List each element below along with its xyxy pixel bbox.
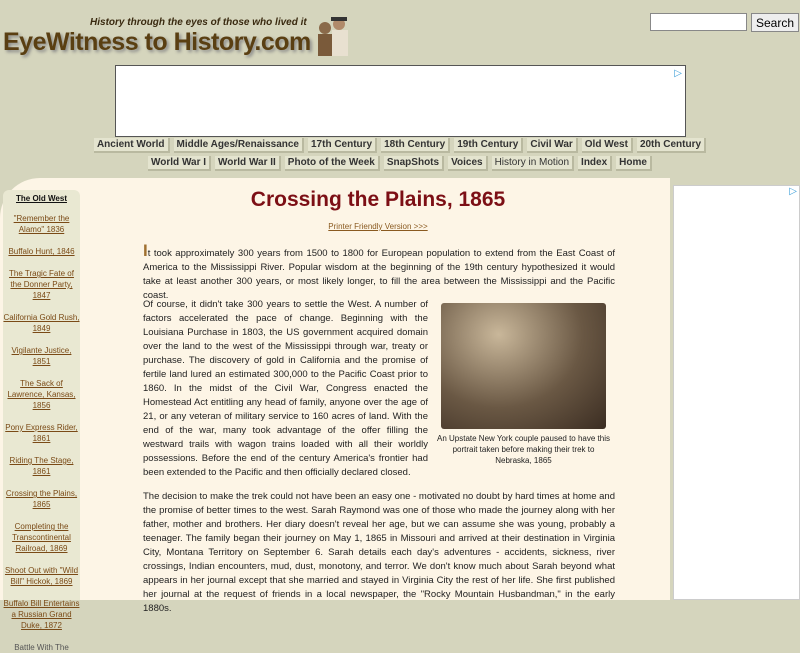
site-brand <box>3 14 353 56</box>
nav-voices[interactable]: Voices <box>448 156 488 171</box>
paragraph-1: It took approximately 300 years from 1500 to 1800 for European population to extend from the East Coast of America to the Mississippi River. Popular wisdom at the beginning of the 19th century hypothesized it would take at least another 300 years, or most likely longer, to fill the area between the Mississippi and the Pacific coast. <box>143 241 615 301</box>
sidebar <box>3 190 80 652</box>
nav-home[interactable]: Home <box>616 156 652 171</box>
nav-snapshots[interactable]: SnapShots <box>384 156 444 171</box>
sidebar-link[interactable]: Riding The Stage, 1861 <box>9 456 74 476</box>
nav-old-west[interactable]: Old West <box>582 138 633 153</box>
page-title: Crossing the Plains, 1865 <box>250 188 506 211</box>
sidebar-link[interactable]: Pony Express Rider, 1861 <box>5 423 78 443</box>
drop-cap: I <box>143 241 148 260</box>
sidebar-link[interactable]: Crossing the Plains, 1865 <box>5 489 78 509</box>
paragraph-3: The decision to make the trek could not have been an easy one - motivated no doubt by hard times at home and the promise of better times to the west. Sarah Raymond was one of those who made the journey along with her father, mother and brothers. Her diary doesn't reveal her age, but we can assume she was young, probably a teenager. The family began their journey on May 1, 1865 in Missouri and arrived at their destination in Virginia City, Montana Territory on September 6. Sarah details each day's adventures - accidents, sickness, river crossings, Indian encounters, mud, dust, monotony, and terror. We don't know much about Sarah beyond what appears in her journal except that she married and stayed in Virginia City the rest of her life. She first published her journal at the request of friends in a local newspaper, the "Rocky Mountain Husbandman," in the early 1880s. <box>143 491 615 614</box>
sidebar-link[interactable]: Battle With The <box>14 643 69 652</box>
side-ad[interactable] <box>673 185 800 600</box>
nav-row-1 <box>0 138 800 153</box>
sidebar-link[interactable]: California Gold Rush, 1849 <box>3 313 80 333</box>
nav-row-2 <box>0 156 800 171</box>
sidebar-link[interactable]: Shoot Out with "Wild Bill" Hickok, 1869 <box>4 566 79 586</box>
logo-figures-image <box>313 14 353 56</box>
nav-history-in-motion[interactable]: History in Motion <box>492 156 574 171</box>
sidebar-link[interactable]: The Tragic Fate of the Donner Party, 1847 <box>9 269 74 300</box>
search-button[interactable]: Search <box>751 13 799 32</box>
nav-photo-of-week[interactable]: Photo of the Week <box>285 156 380 171</box>
paragraph-2: Of course, it didn't take 300 years to settle the West. A number of factors accelerated the pace of change. Beginning with the Louisiana Purchase in 1803, the US government acquired domain over the land to the west of the Mississippi through war, treaty or purchase. The discovery of gold in California and the promise of fertile land lured an estimated 300,000 to the Pacific Coast prior to 1860. In the midst of the Civil War, Congress enacted the Homestead Act entitling any head of family, anyone over the age of 21, or any veteran of military service to 160 acres of land. With the end of the war, many took advantage of the offer filling the westward trails with wagon trains loaded with all their worldly possessions. Before the end of the century America's frontier had been extended to the Pacific and then officially declared closed. <box>143 299 428 478</box>
nav-20th-century[interactable]: 20th Century <box>637 138 706 153</box>
nav-world-war-2[interactable]: World War II <box>215 156 281 171</box>
printer-friendly-link[interactable]: Printer Friendly Version >>> <box>328 222 428 231</box>
search-input[interactable] <box>650 13 747 31</box>
nav-index[interactable]: Index <box>578 156 612 171</box>
sidebar-heading[interactable]: The Old West <box>16 194 67 203</box>
nav-19th-century[interactable]: 19th Century <box>454 138 523 153</box>
nav-ancient-world[interactable]: Ancient World <box>94 138 170 153</box>
nav-civil-war[interactable]: Civil War <box>527 138 577 153</box>
sidebar-link[interactable]: Buffalo Hunt, 1846 <box>8 247 75 256</box>
adchoices-icon[interactable]: ▷ <box>674 68 682 79</box>
nav-world-war-1[interactable]: World War I <box>148 156 211 171</box>
photo-caption: An Upstate New York couple paused to have this portrait taken before making their trek to Nebraska, 1865 <box>437 434 610 465</box>
sidebar-link[interactable]: Buffalo Bill Entertains a Russian Grand Duke, 1872 <box>3 599 80 630</box>
sidebar-link[interactable]: The Sack of Lawrence, Kansas, 1856 <box>7 379 76 410</box>
site-logo[interactable]: EyeWitness to History.com <box>3 28 311 56</box>
banner-ad[interactable] <box>115 65 686 137</box>
sidebar-link[interactable]: Completing the Transcontinental Railroad, 1869 <box>12 522 71 553</box>
site-tagline: History through the eyes of those who lived it <box>90 17 307 28</box>
sidebar-link[interactable]: "Remember the Alamo" 1836 <box>13 214 70 234</box>
adchoices-icon[interactable]: ▷ <box>789 186 797 197</box>
nav-18th-century[interactable]: 18th Century <box>381 138 450 153</box>
couple-portrait-image <box>441 303 606 429</box>
sidebar-link[interactable]: Vigilante Justice, 1851 <box>11 346 72 366</box>
search-form <box>650 13 799 32</box>
nav-middle-ages[interactable]: Middle Ages/Renaissance <box>174 138 304 153</box>
nav-17th-century[interactable]: 17th Century <box>308 138 377 153</box>
brand-text <box>3 17 311 56</box>
